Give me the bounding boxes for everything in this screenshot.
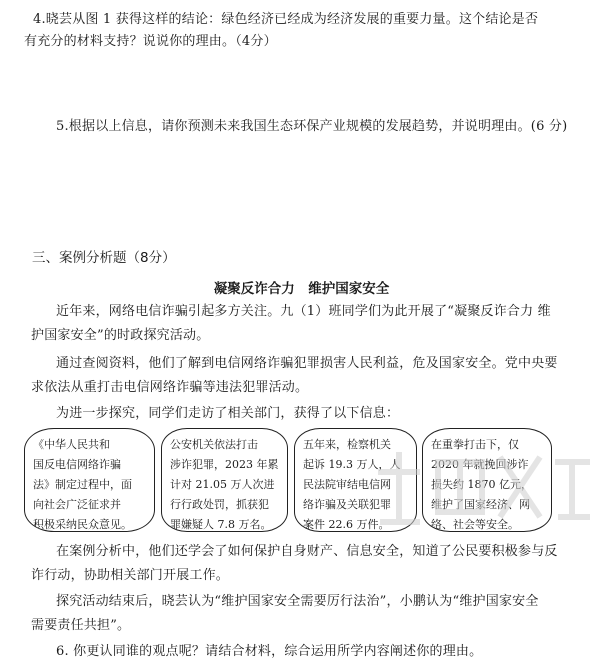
info-card-police	[161, 428, 288, 532]
case-paragraph-4	[31, 540, 558, 588]
case-title: 凝聚反诈合力 维护国家安全	[213, 281, 390, 297]
card-line: 2020 年就挽回涉诈	[431, 458, 529, 471]
card-line: 公安机关依法打击	[170, 438, 258, 451]
paragraph-4-line-1: 在案例分析中，他们还学会了如何保护自身财产、信息安全，知道了公民要积极参与反	[56, 544, 558, 559]
card-line: 起诉 19.3 万人，人	[303, 458, 401, 471]
card-line: 维护了国家经济、网	[431, 498, 530, 511]
case-paragraph-1	[31, 300, 551, 348]
info-card-procuratorate	[294, 428, 417, 532]
question-4	[24, 9, 539, 53]
card-line: 涉诈犯罪，2023 年累	[170, 458, 279, 471]
card-line: 案件 22.6 万件。	[303, 518, 390, 531]
question-4-line-2: 有充分的材料支持？说说你的理由。（4分）	[24, 34, 277, 49]
paragraph-5-line-2: 需要责任共担”。	[31, 618, 131, 633]
card-line: 行行政处罚，抓获犯	[170, 498, 269, 511]
card-line: 罪嫌疑人 7.8 万名。	[170, 518, 272, 531]
card-line: 民法院审结电信网	[303, 478, 391, 491]
case-paragraph-2	[31, 352, 558, 400]
paragraph-2-line-1: 通过查阅资料，他们了解到电信网络诈骗犯罪损害人民利益，危及国家安全。党中央要	[56, 356, 558, 371]
case-paragraph-5	[31, 590, 539, 638]
question-5: 5.根据以上信息，请你预测未来我国生态环保产业规模的发展趋势，并说明理由。(6 分)	[56, 119, 568, 134]
question-4-line-1: 4.晓芸从图 1 获得这样的结论：绿色经济已经成为经济发展的重要力量。这个结论是否	[33, 12, 539, 27]
paragraph-2-line-2: 求依法从重打击电信网络诈骗等违法犯罪活动。	[31, 380, 309, 395]
info-card-results	[422, 428, 552, 532]
case-paragraph-3: 为进一步探究，同学们走访了相关部门，获得了以下信息：	[56, 406, 400, 421]
card-line: 在重拳打击下，仅	[431, 438, 519, 451]
section-heading: 三、案例分析题（8分）	[32, 250, 176, 266]
card-line: 法》制定过程中，面	[33, 478, 132, 491]
card-line: 损失约 1870 亿元，	[431, 478, 532, 491]
card-line: 五年来，检察机关	[303, 438, 391, 451]
paragraph-1-line-2: 护国家安全”的时政探究活动。	[31, 328, 210, 343]
card-line: 络、社会等安全。	[431, 518, 519, 531]
paragraph-4-line-2: 诈行动，协助相关部门开展工作。	[31, 568, 230, 583]
info-card-law	[24, 428, 155, 532]
card-line: 积极采纳民众意见。	[33, 518, 132, 531]
card-line: 向社会广泛征求并	[33, 498, 121, 511]
card-line: 《中华人民共和	[33, 438, 110, 451]
card-line: 国反电信网络诈骗	[33, 458, 121, 471]
card-line: 络诈骗及关联犯罪	[303, 498, 391, 511]
question-6: 6. 你更认同谁的观点呢？请结合材料，综合运用所学内容阐述你的理由。	[56, 644, 483, 659]
paragraph-1-line-1: 近年来，网络电信诈骗引起多方关注。九（1）班同学们为此开展了“凝聚反诈合力 维	[56, 304, 551, 319]
paragraph-5-line-1: 探究活动结束后，晓芸认为“维护国家安全需要厉行法治”，小鹏认为“维护国家安全	[56, 594, 539, 609]
card-line: 计对 21.05 万人次进	[170, 478, 275, 491]
